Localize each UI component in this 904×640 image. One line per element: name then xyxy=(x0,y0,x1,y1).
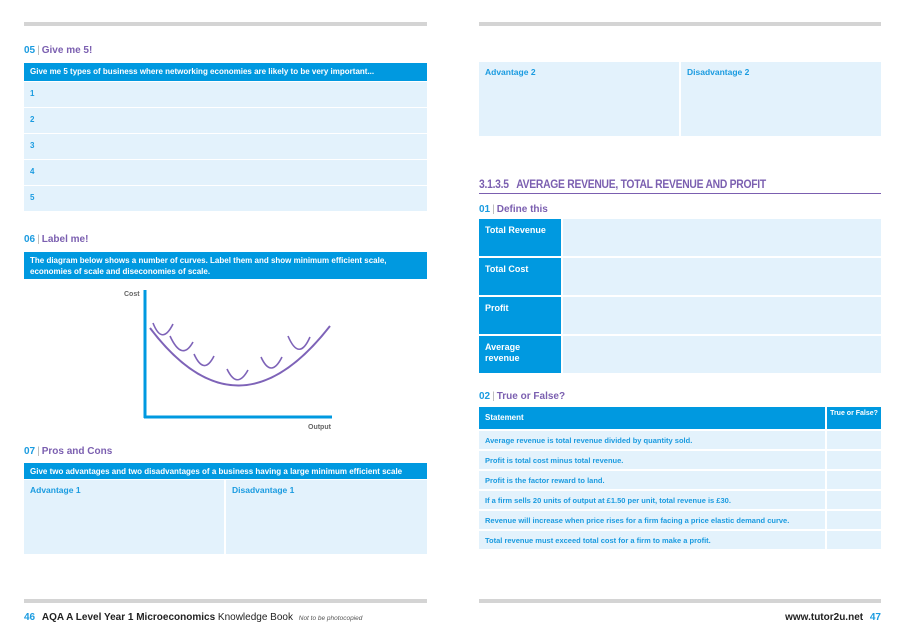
term-average-revenue: Average revenue xyxy=(479,336,561,373)
top-rule-right xyxy=(479,22,881,26)
cost-curves-diagram xyxy=(110,284,350,434)
statement-row-4: If a firm sells 20 units of output at £1.50 per unit, total revenue is £30. xyxy=(479,491,825,509)
answer-cell-3[interactable] xyxy=(827,471,881,489)
footer-left xyxy=(24,612,362,623)
answer-row-2[interactable]: 2 xyxy=(24,108,427,133)
answer-cell-5[interactable] xyxy=(827,511,881,529)
statement-row-2: Profit is total cost minus total revenue. xyxy=(479,451,825,469)
statement-row-1: Average revenue is total revenue divided by quantity sold. xyxy=(479,431,825,449)
srac-curve-5 xyxy=(261,357,282,368)
book-suffix: Knowledge Book xyxy=(217,612,293,623)
definition-box-total-cost[interactable] xyxy=(563,258,881,295)
term-profit: Profit xyxy=(479,297,561,334)
copyright-note: Not to be photocopied xyxy=(298,615,363,622)
definition-box-total-revenue[interactable] xyxy=(563,219,881,256)
srac-curve-2 xyxy=(170,336,193,351)
heading-rule xyxy=(479,193,881,194)
answer-cell-2[interactable] xyxy=(827,451,881,469)
true-false-column-header: True or False? xyxy=(827,407,881,429)
srac-curve-4 xyxy=(227,369,248,380)
lrac-curve xyxy=(150,326,330,386)
answer-cell-6[interactable] xyxy=(827,531,881,549)
top-rule-left xyxy=(24,22,427,26)
page-number-left: 46 xyxy=(24,612,36,623)
section-06-prompt: The diagram below shows a number of curves. Label them and show minimum efficient scale, economies of scale and diseconomies of scale. xyxy=(24,252,427,279)
advantage-1-box[interactable]: Advantage 1 xyxy=(24,480,224,554)
book-title: AQA A Level Year 1 Microeconomics xyxy=(41,612,216,623)
true-false-heading: 02 | True or False? xyxy=(479,391,566,402)
y-axis-label: Cost xyxy=(124,291,140,298)
section-07-heading: 07 | Pros and Cons xyxy=(24,446,113,457)
answer-row-4[interactable]: 4 xyxy=(24,160,427,185)
section-05-heading: 05 | Give me 5! xyxy=(24,45,93,56)
section-heading: 3.1.3.5 AVERAGE REVENUE, TOTAL REVENUE AND PROFIT xyxy=(479,177,766,191)
disadvantage-2-box[interactable]: Disadvantage 2 xyxy=(681,62,881,136)
term-total-cost: Total Cost xyxy=(479,258,561,295)
definition-box-profit[interactable] xyxy=(563,297,881,334)
bottom-rule-right xyxy=(479,599,881,603)
footer-right xyxy=(785,612,881,623)
define-this-heading: 01 | Define this xyxy=(479,204,548,215)
term-total-revenue: Total Revenue xyxy=(479,219,561,256)
section-05-prompt: Give me 5 types of business where networking economies are likely to be very important... xyxy=(24,63,427,81)
website-url: www.tutor2u.net xyxy=(785,612,864,623)
page-number-right: 47 xyxy=(869,612,881,623)
answer-row-5[interactable]: 5 xyxy=(24,186,427,211)
section-06-heading: 06 | Label me! xyxy=(24,234,89,245)
disadvantage-1-box[interactable]: Disadvantage 1 xyxy=(226,480,427,554)
answer-row-1[interactable]: 1 xyxy=(24,82,427,107)
answer-cell-4[interactable] xyxy=(827,491,881,509)
section-07-prompt: Give two advantages and two disadvantages of a business having a large minimum efficient scale xyxy=(24,463,427,479)
definition-box-average-revenue[interactable] xyxy=(563,336,881,373)
answer-row-3[interactable]: 3 xyxy=(24,134,427,159)
srac-curve-6 xyxy=(288,336,310,349)
statement-row-6: Total revenue must exceed total cost for a firm to make a profit. xyxy=(479,531,825,549)
x-axis-label: Output xyxy=(308,424,331,431)
statement-row-5: Revenue will increase when price rises for a firm facing a price elastic demand curve. xyxy=(479,511,825,529)
bottom-rule-left xyxy=(24,599,427,603)
statement-row-3: Profit is the factor reward to land. xyxy=(479,471,825,489)
statement-column-header: Statement xyxy=(479,407,825,429)
advantage-2-box[interactable]: Advantage 2 xyxy=(479,62,679,136)
srac-curve-3 xyxy=(194,354,214,366)
answer-cell-1[interactable] xyxy=(827,431,881,449)
srac-curve-1 xyxy=(153,323,173,335)
